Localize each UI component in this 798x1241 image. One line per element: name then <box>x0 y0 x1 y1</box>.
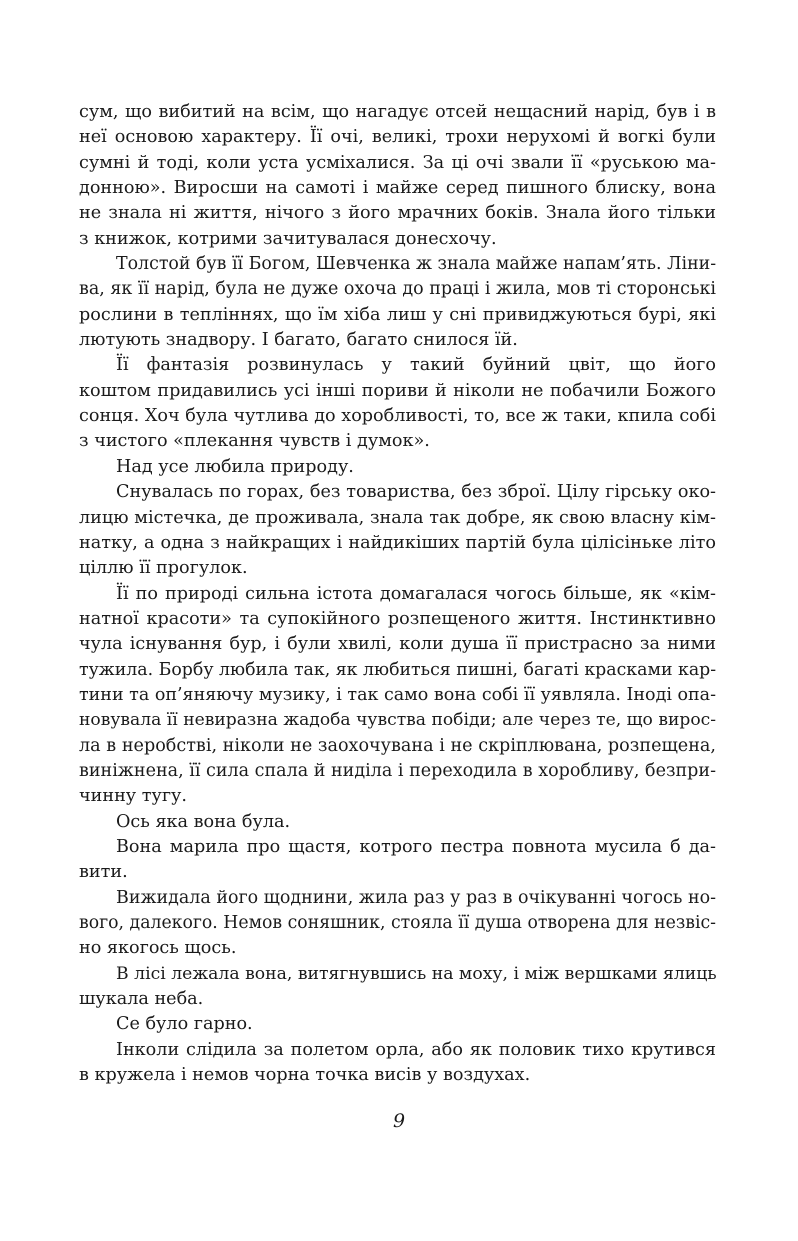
text-line: вого, далекого. Немов соняшник, стояла її душа отворена для незвіс- <box>79 913 716 933</box>
text-line: Інколи слідила за полетом орла, або як половик тихо крутився <box>116 1039 716 1060</box>
text-line: натку, а одна з найкращих і найдикіших партій була цілісіньке літо <box>79 532 716 553</box>
text-line: в кружела і немов чорна точка висів у воздухах. <box>79 1065 531 1086</box>
text-line: ла в неробстві, ніколи не заохочувана і не скріплювана, розпещена, <box>79 735 716 756</box>
text-line: рослини в теплiннях, що їм хіба лиш у сні привиджуються бурі, які <box>79 304 716 325</box>
text-line: не знала ні життя, нічого з його мрачних боків. Знала його тільки <box>79 203 716 224</box>
text-line: ва, як її нарід, була не дуже охоча до праці і жила, мов ті сторонські <box>79 279 716 300</box>
text-line: лицю містечка, де проживала, знала так добре, як свою власну кім- <box>79 507 716 528</box>
text-line: тини та оп’яняючу музику, і так само вона собі її уявляла. Іноді опа- <box>79 684 716 705</box>
text-line: Снувалась по горах, без товариства, без зброї. Цілу гірську око- <box>116 482 716 503</box>
text-line: шукала неба. <box>79 989 204 1010</box>
text-line: ціллю її прогулок. <box>79 558 248 579</box>
text-line: Ось яка вона була. <box>116 811 291 832</box>
body-text <box>79 100 716 1088</box>
text-line: з чистого «плекання чувств і думок». <box>79 431 430 452</box>
text-line: натної красоти» та супокійного розпещеного життя. Інстинктивно <box>79 608 716 629</box>
text-line: тужила. Борбу любила так, як любиться пишні, багаті красками кар- <box>79 659 717 680</box>
text-line: В лісі лежала вона, витягнувшись на моху, і між вершками ялиць <box>116 963 717 984</box>
text-line: сумні й тоді, коли уста усміхалися. За ці очі звали її «руською ма- <box>79 152 716 173</box>
text-line: чула існування бур, і були хвилі, коли душа її пристрасно за ними <box>79 634 716 655</box>
text-line: сум, що вибитий на всім, що нагадує отсей нещасний нарід, був і в <box>79 102 716 122</box>
text-line: донною». Виросши на самоті і майже серед пишного блиску, вона <box>79 178 716 199</box>
text-line: сонця. Хоч була чутлива до хоробливості, то, все ж таки, кпила собі <box>79 406 716 427</box>
text-line: Толстой був її Богом, Шевченка ж знала майже напам’ять. Ліни- <box>116 254 717 275</box>
text-line: Її по природі сильна істота домагалася чогось більше, як «кім- <box>116 583 716 604</box>
text-line: новувала її невиразна жадоба чувства побіди; але через те, що вирос- <box>79 710 716 731</box>
text-line: неї основою характеру. Її очі, великі, трохи нерухомі й вогкі були <box>79 127 716 148</box>
page-number: 9 <box>392 1110 406 1132</box>
text-line: з книжок, котрими зачитувалася донесхочу. <box>79 228 497 249</box>
text-line: вити. <box>79 862 128 883</box>
text-line: Се було гарно. <box>116 1014 253 1035</box>
text-line: лютують знадвору. І багато, багато снилося їй. <box>79 330 518 351</box>
text-line: виніжнена, її сила спала й ниділа і переходила в хоробливу, безпри- <box>79 760 716 781</box>
text-line: чинну тугу. <box>79 786 188 807</box>
text-line: но якогось щось. <box>79 938 237 959</box>
text-line: Вижидала його щоднини, жила раз у раз в очікуванні чогось но- <box>116 887 716 908</box>
text-line: Вона марила про щастя, котрого пестра повнота мусила б да- <box>116 836 716 857</box>
text-line: Її фантазія розвинулась у такий буйний цвіт, що його <box>116 355 716 376</box>
text-line: коштом придавились усі інші пориви й ніколи не побачили Божого <box>79 380 716 401</box>
text-line: Над усе любила природу. <box>116 456 354 477</box>
